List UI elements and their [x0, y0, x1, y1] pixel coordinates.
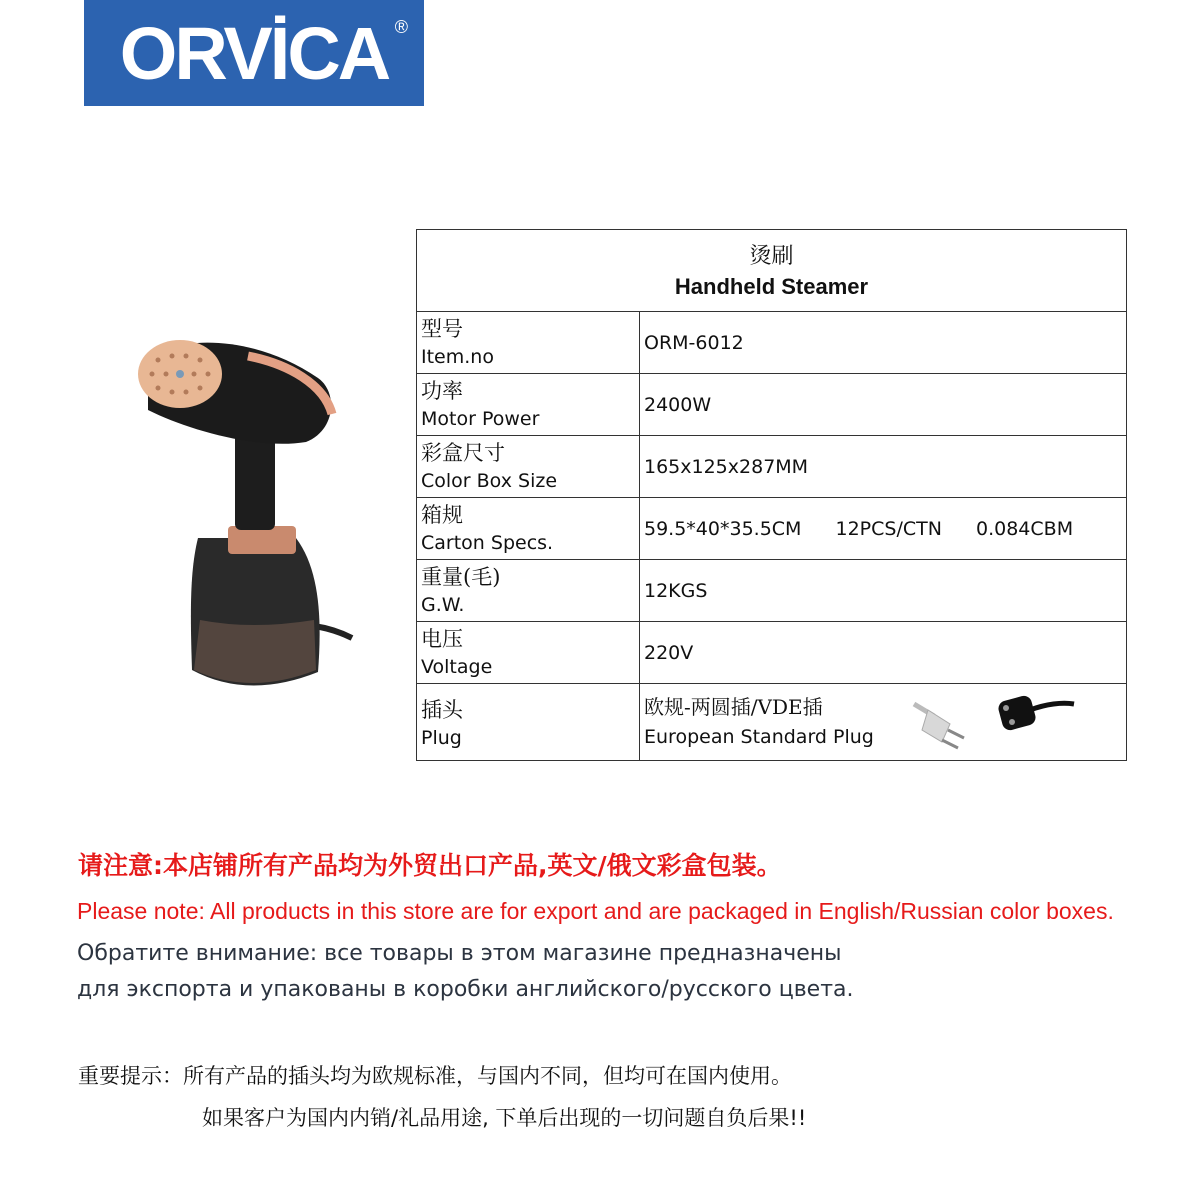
value-cell: 220V: [640, 622, 1127, 684]
schuko-plug-icon: [992, 690, 1076, 740]
label-cn: 插头: [421, 697, 463, 722]
spec-table: [416, 229, 1127, 761]
important-tip-line1: 重要提示：所有产品的插头均为欧规标准，与国内不同，但均可在国内使用。: [78, 1064, 792, 1088]
important-tip-line2: 如果客户为国内内销/礼品用途, 下单后出现的一切问题自负后果!!: [202, 1106, 807, 1130]
notice-russian: [77, 936, 854, 1008]
handheld-steamer-image: [128, 330, 363, 695]
label-en: Motor Power: [421, 408, 540, 430]
registered-mark: ®: [394, 17, 408, 37]
euro-plug-icon: [910, 698, 972, 754]
label-cell: [417, 560, 640, 622]
label-en: Voltage: [421, 656, 493, 678]
label-cn: 型号: [421, 317, 463, 341]
table-row: [417, 684, 1127, 761]
label-en: Item.no: [421, 346, 494, 368]
brand-logo-text: ORVİCA: [119, 12, 389, 95]
spec-title-cn: 烫刷: [749, 243, 794, 269]
label-cn: 重量(毛): [421, 565, 501, 589]
value-cell: 12KGS: [640, 560, 1127, 622]
table-row: [417, 374, 1127, 436]
label-cn: 功率: [421, 379, 463, 403]
notice-chinese: 请注意:本店铺所有产品均为外贸出口产品,英文/俄文彩盒包装。: [78, 851, 782, 880]
value-cell: 2400W: [640, 374, 1127, 436]
table-row: [417, 560, 1127, 622]
table-row: [417, 622, 1127, 684]
label-cell: [417, 436, 640, 498]
label-cell: [417, 374, 640, 436]
label-cell: [417, 622, 640, 684]
label-en: G.W.: [421, 594, 465, 616]
value-cell: 165x125x287MM: [640, 436, 1127, 498]
spec-table-header: [417, 230, 1127, 312]
label-cell: [417, 684, 640, 761]
label-cn: 电压: [421, 627, 463, 651]
label-cell: [417, 312, 640, 374]
notice-russian-line2: для экспорта и упакованы в коробки английского/русского цвета.: [77, 977, 854, 1002]
value-cell: ORM-6012: [640, 312, 1127, 374]
table-row: [417, 436, 1127, 498]
plug-type-en: European Standard Plug: [644, 726, 874, 748]
notice-english: Please note: All products in this store are for export and are packaged in English/Russian color boxes.: [77, 898, 1114, 924]
spec-title-en: Handheld Steamer: [674, 273, 869, 299]
carton-size: 59.5*40*35.5CM: [644, 517, 802, 540]
label-cn: 箱规: [421, 503, 463, 527]
label-cell: [417, 498, 640, 560]
brand-logo: [84, 0, 424, 106]
label-en: Color Box Size: [421, 470, 558, 492]
plug-type-cn: 欧规-两圆插/VDE插: [644, 695, 823, 719]
label-en: Carton Specs.: [421, 532, 554, 554]
plug-value-cell: [640, 684, 1127, 761]
table-row: [417, 312, 1127, 374]
table-row: [417, 498, 1127, 560]
label-cn: 彩盒尺寸: [421, 441, 505, 465]
label-en: Plug: [421, 726, 462, 749]
carton-count: 12PCS/CTN: [835, 517, 942, 540]
notice-russian-line1: Обратите внимание: все товары в этом магазине предназначены: [77, 941, 842, 966]
value-cell: [640, 498, 1127, 560]
carton-volume: 0.084CBM: [976, 517, 1074, 540]
